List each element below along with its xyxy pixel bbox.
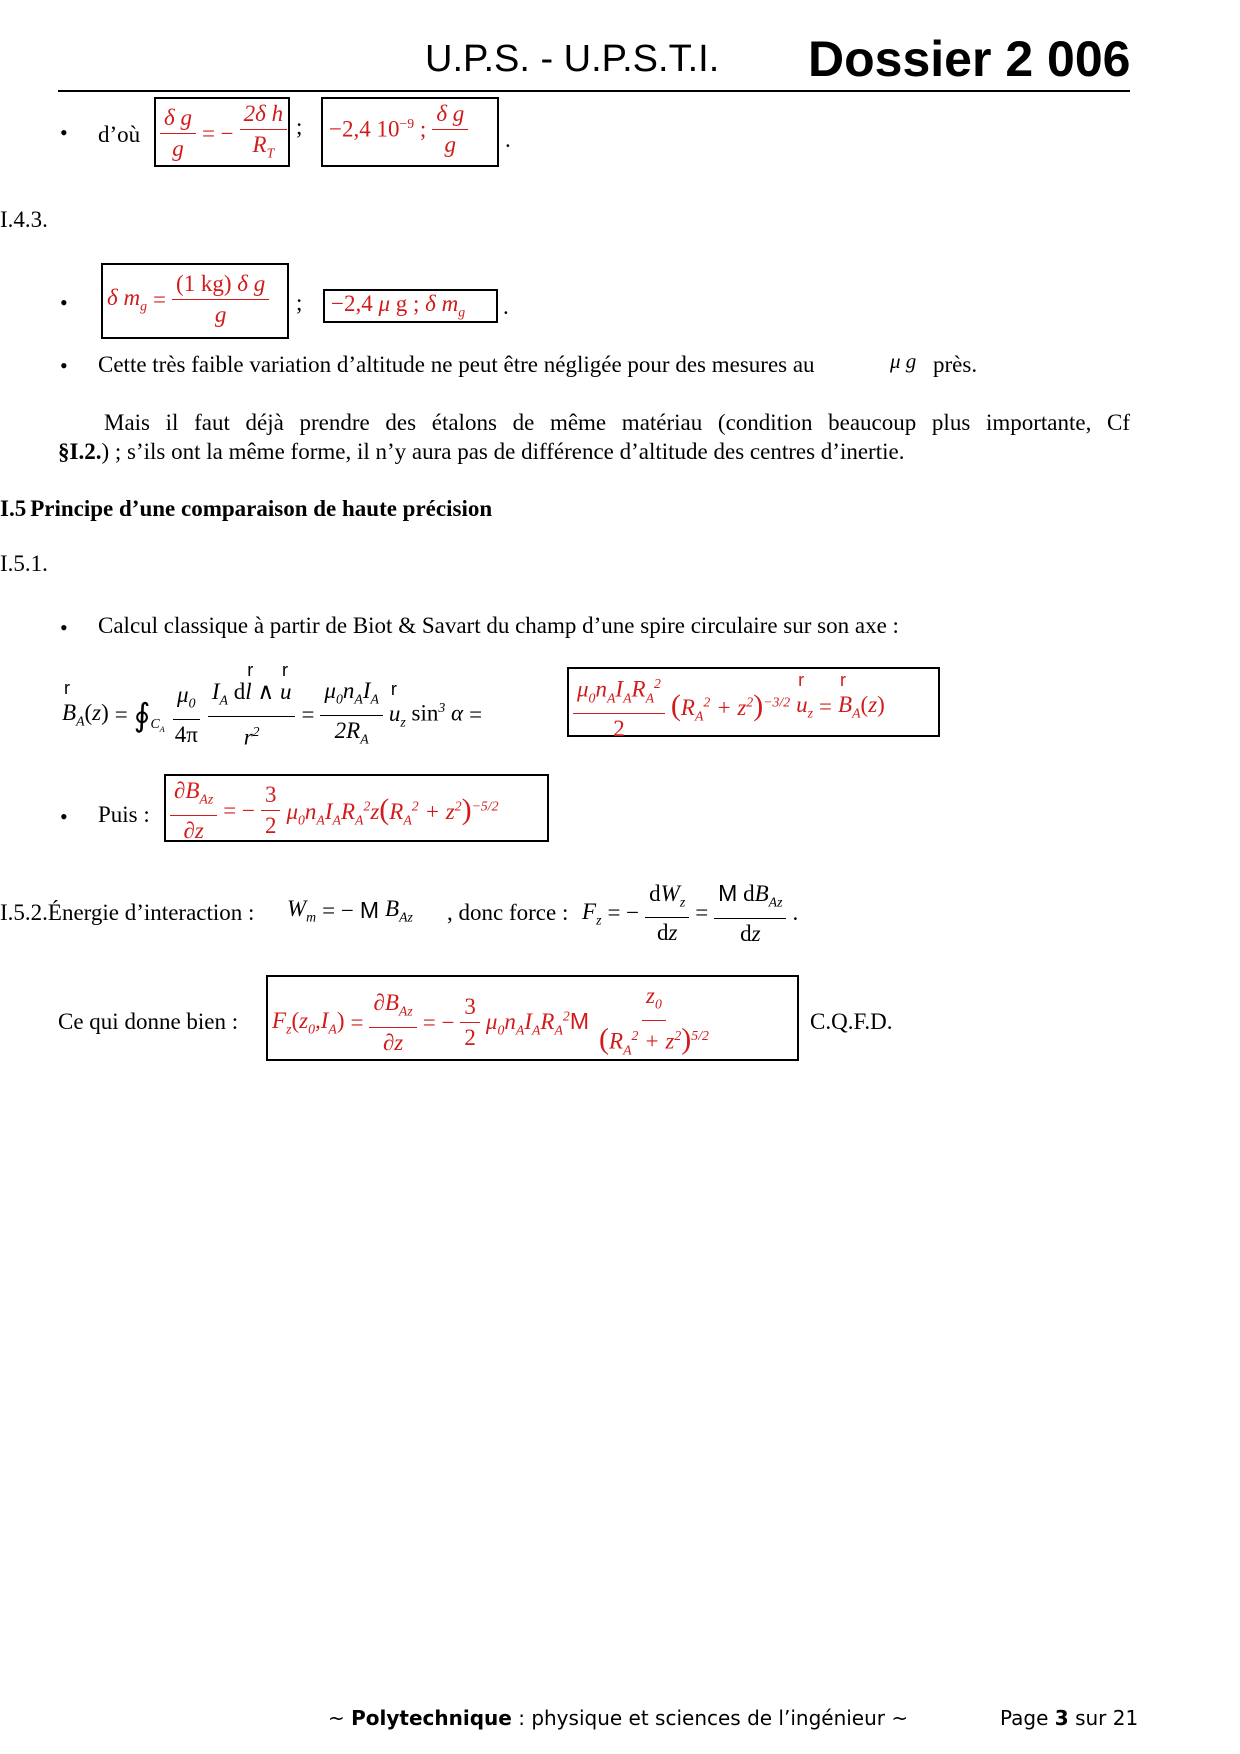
footer-tilde: ~ [328,1706,345,1730]
bullet-dot: • [60,804,68,829]
footer-center [328,1706,908,1730]
footer-page-number: 3 [1054,1706,1069,1730]
bullet3-text: Cette très faible variation d’altitude ne peut être négligée pour des mesures au [98,352,815,377]
force-formula: $F_z$ = − $\frac{dW_z}{dz}$ = $\frac{M dB_{Az}}{dz}$ . [582,880,799,946]
bullet1-lead: d’où [98,122,141,147]
formula-box-final-force: $F_z(z_0,I_A)$ = $\frac{\partial B_{Az}}{\partial z}$ = − $\frac{3}{2}$ $\mu_0n_AI_AR_A^2M$ $\frac{z_0}{(R_A^2 + z^2)^{5/2}}$ [266,975,799,1061]
footer-brand: Polytechnique [351,1706,512,1730]
section-i43: I.4.3. [0,207,48,232]
section-i52: I.5.2.Énergie d’interaction : [0,900,255,925]
bullet-dot: • [60,290,68,315]
bullet2-tail: . [503,294,509,319]
paragraph-text-a: Mais il faut déjà prendre des étalons de même matériau (condition beaucoup plus importante, Cf [104,410,1130,435]
section-i5-num: I.5 [0,496,27,521]
header-title: Dossier 2 006 [808,31,1131,87]
formula-box-dm: δ $m_g$ = $\frac{\text{(1 kg) δ g}}{g}$ [101,263,289,339]
footer-page-label: Page [1000,1706,1049,1730]
formula-box-field: $\frac{\mu_0n_AI_AR_A^2}{2}$ $(R_A^2 + z^2)^{-3/2}$ r $u_z$ = r $B_A(z)$ [567,667,940,737]
bullet4-text: Calcul classique à partir de Biot & Savart du champ d’une spire circulaire sur son axe : [98,613,899,638]
formula-box-dm-value: −2,4 μ g ; δ $m_g$ [323,289,498,323]
final-lead: Ce qui donne bien : [58,1009,239,1034]
separator: ; [296,290,303,315]
bullet-dot: • [60,120,68,145]
paragraph-text-b: ) ; s’ils ont la même forme, il n’y aura pas de différence d’altitude des centres d’inertie. [101,439,905,464]
footer-page [1000,1706,1138,1730]
section-i5-heading [0,494,492,524]
section-i5-title: Principe d’une comparaison de haute précision [30,496,493,521]
bullet1-tail: . [505,127,511,152]
biot-savart-formula: r $B_A(z)$ = ∮ $_{C_A}$ $\frac{\mu_0}{4\pi}$ $\frac{I_A dr l \wedge r u}{r^2}$ = $\frac{\mu_0n_AI_A}{2R_A}$ r $u_z$ $\sin^3 \alpha$ = [62,678,482,752]
bullet3-end: près. [933,352,978,377]
formula-box-dg-value: −2,4 $10^{-9}$ ; $\frac{\text{δ g}}{g}$ [321,97,499,167]
bullet3-unit: μ g [890,349,917,373]
bullet5-lead: Puis : [98,802,150,827]
paragraph-line2 [58,437,904,467]
paragraph-line1 [104,408,1130,438]
footer-subtitle: : physique et sciences de l’ingénieur ~ [518,1706,909,1730]
paragraph-ref: §I.2. [58,439,102,464]
header-left: U.P.S. - U.P.S.T.I. [425,38,720,80]
formula-box-dg-ratio: $\frac{\text{δ g}}{g}$ = − $\frac{\text{2δ h}}{R_T}$ [154,97,290,167]
section-i51: I.5.1. [0,551,48,576]
separator: ; [296,114,303,139]
section-i52-mid: , donc force : [447,900,569,925]
bullet-dot: • [60,353,68,378]
final-tail: C.Q.F.D. [810,1009,893,1034]
footer-page-total: sur 21 [1075,1706,1139,1730]
bullet-dot: • [60,615,68,640]
energy-formula: $W_m$ = − M $B_{Az}$ [287,896,413,925]
header-rule [58,90,1130,92]
formula-box-gradient: $\frac{\partial B_{Az}}{\partial z}$ = − $\frac{3}{2}$ $\mu_0n_AI_AR_A^2z(R_A^2 + z^2)^{-5/2}$ [164,774,549,842]
